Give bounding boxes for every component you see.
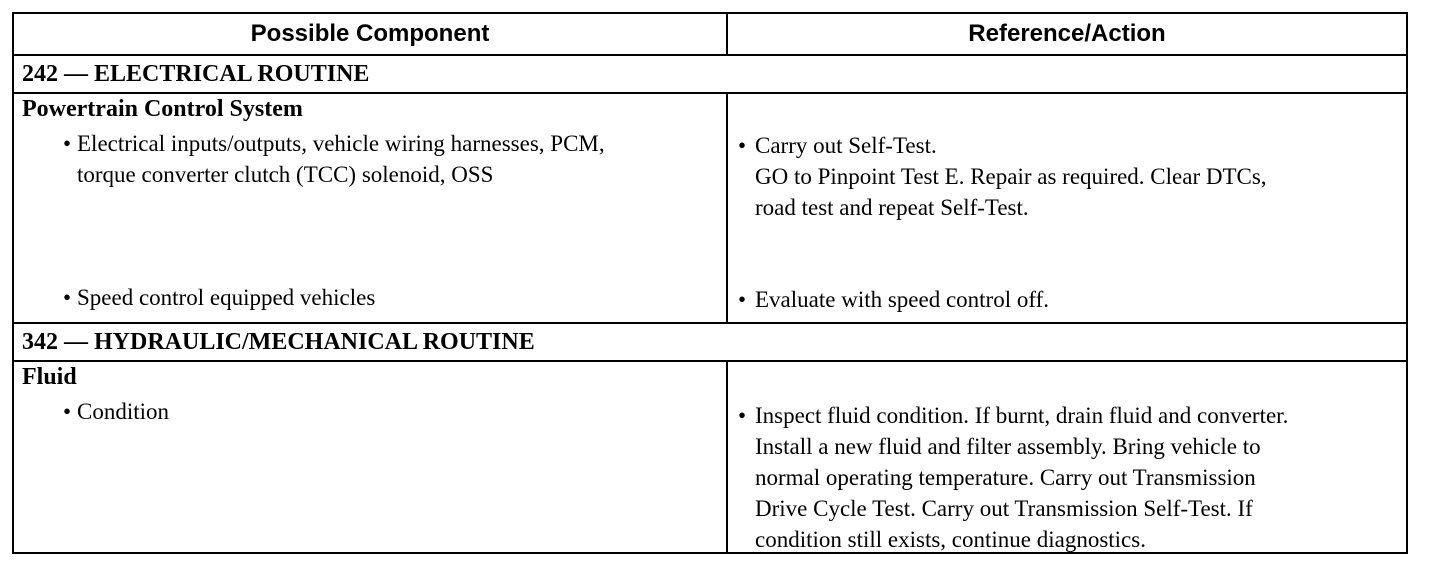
component-line: Condition	[77, 399, 170, 424]
component-line: Speed control equipped vehicles	[77, 285, 376, 310]
component-line: Electrical inputs/outputs, vehicle wiring harnesses, PCM,	[77, 131, 605, 156]
component-column	[14, 362, 728, 552]
header-row	[14, 14, 1406, 56]
action-line: GO to Pinpoint Test E. Repair as required. Clear DTCs,	[755, 164, 1267, 189]
header-reference-action: Reference/Action	[968, 20, 1166, 47]
bullet: •	[738, 403, 747, 428]
subhead-fluid: Fluid	[22, 364, 77, 390]
action-line: Inspect fluid condition. If burnt, drain fluid and converter.	[755, 403, 1289, 428]
action-line: Drive Cycle Test. Carry out Transmission Self-Test. If	[755, 496, 1253, 521]
component-item	[22, 396, 726, 427]
section-title-342: 342 — HYDRAULIC/MECHANICAL ROUTINE	[14, 324, 1406, 362]
component-line: torque converter clutch (TCC) solenoid, OSS	[77, 162, 494, 187]
subhead-powertrain: Powertrain Control System	[22, 96, 303, 122]
bullet: •	[738, 133, 747, 158]
component-item	[22, 282, 726, 313]
bullet: •	[738, 287, 747, 312]
bullet: •	[63, 399, 72, 424]
component-column	[14, 94, 728, 322]
diagnostic-table	[12, 12, 1408, 554]
action-line: road test and repeat Self-Test.	[755, 195, 1029, 220]
action-line: condition still exists, continue diagnostics.	[755, 527, 1146, 552]
header-possible-component: Possible Component	[14, 14, 728, 54]
action-line: Install a new fluid and filter assembly. Bring vehicle to	[755, 434, 1261, 459]
section-body-242	[14, 94, 1406, 324]
action-item	[738, 400, 1406, 555]
action-item	[738, 130, 1406, 223]
bullet: •	[63, 131, 72, 156]
section-title-242: 242 — ELECTRICAL ROUTINE	[14, 56, 1406, 94]
action-column	[728, 362, 1406, 552]
component-item	[22, 128, 726, 190]
section-body-342	[14, 362, 1406, 552]
action-column	[728, 94, 1406, 322]
action-line: Carry out Self-Test.	[755, 133, 937, 158]
action-line: Evaluate with speed control off.	[755, 287, 1050, 312]
action-item	[738, 284, 1406, 315]
action-line: normal operating temperature. Carry out Transmission	[755, 465, 1256, 490]
bullet: •	[63, 285, 72, 310]
